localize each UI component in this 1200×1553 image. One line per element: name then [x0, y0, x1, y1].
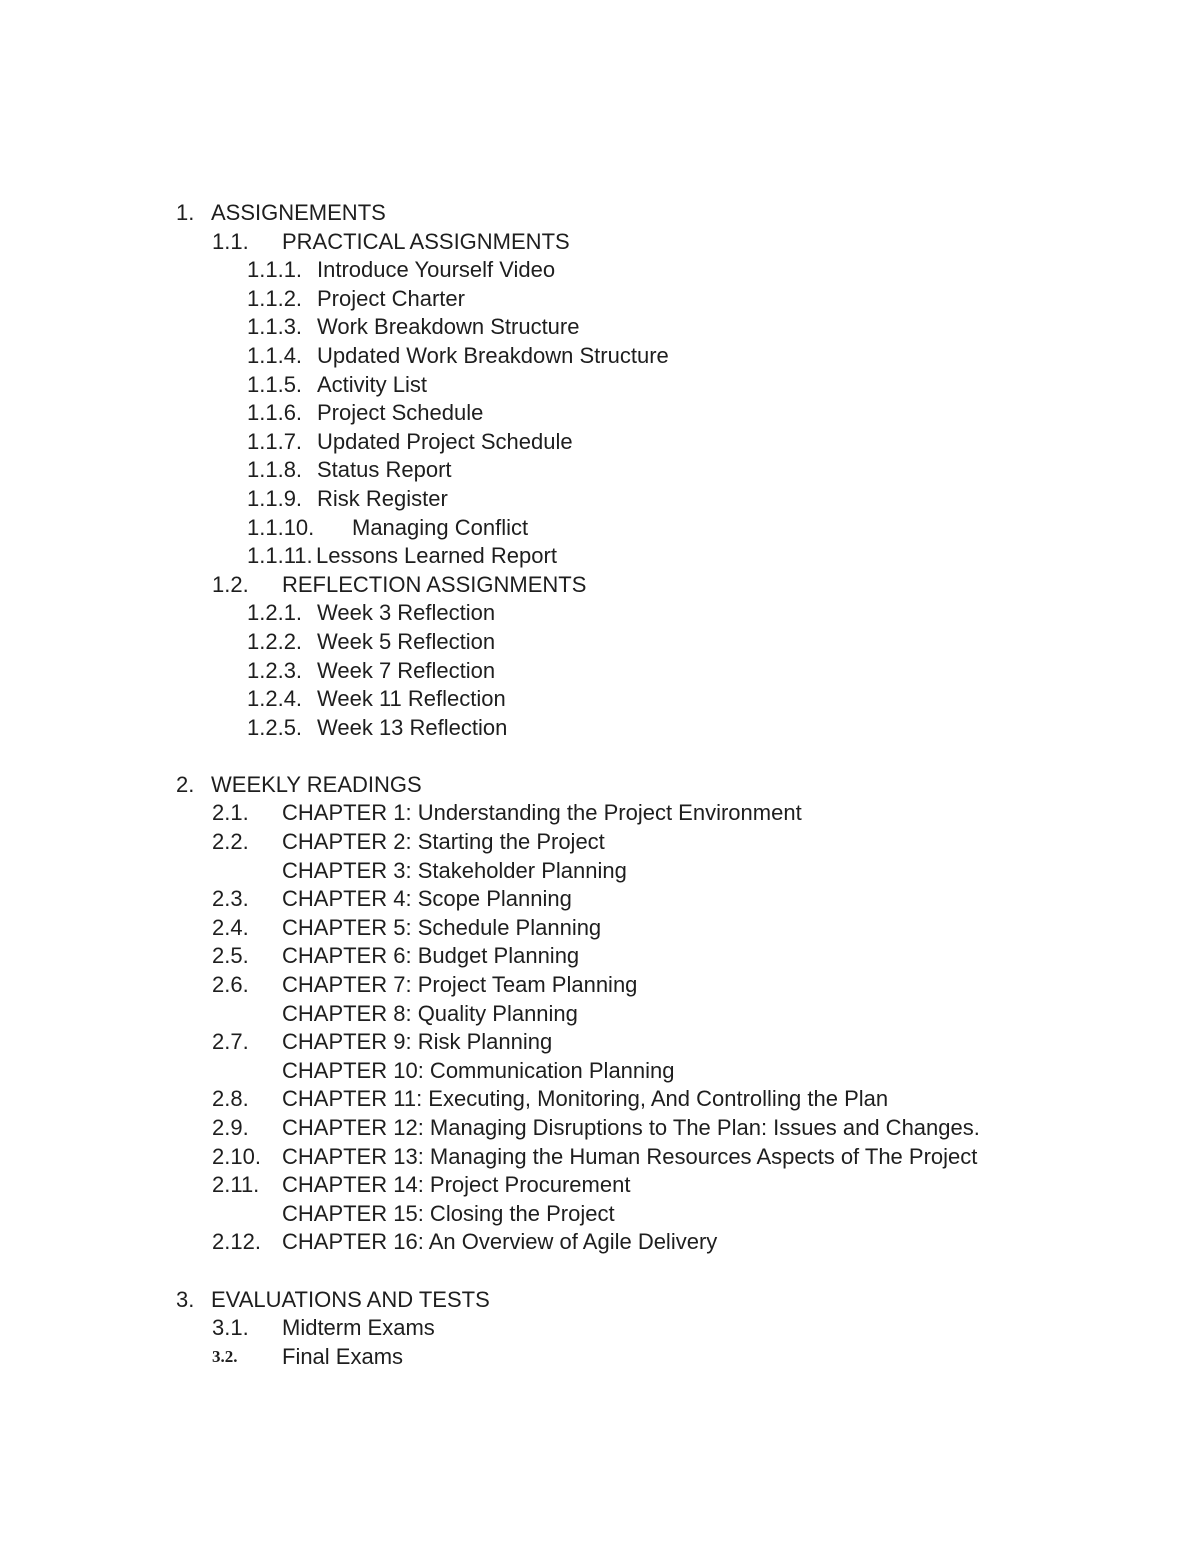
- list-item: [0, 1314, 1200, 1343]
- item-title: Lessons Learned Report: [316, 543, 557, 569]
- chapter-item: [0, 942, 1200, 971]
- item-number: 1.2.3.: [247, 657, 303, 683]
- chapter-title: CHAPTER 13: Managing the Human Resources Aspects of The Project: [282, 1143, 978, 1169]
- item-number: 3.2.: [212, 1346, 238, 1366]
- section-title: WEEKLY READINGS: [211, 771, 422, 797]
- item-title: Project Schedule: [317, 400, 484, 426]
- section-heading: [0, 771, 1200, 800]
- chapter-title: CHAPTER 8: Quality Planning: [282, 1000, 578, 1026]
- item-title: Risk Register: [317, 485, 448, 511]
- item-title: Week 5 Reflection: [317, 628, 496, 654]
- list-item: [0, 371, 1200, 400]
- chapter-number: 2.11.: [212, 1172, 260, 1198]
- item-number: 1.1.5.: [247, 371, 303, 397]
- list-item: [0, 256, 1200, 285]
- item-number: 1.1.8.: [247, 457, 303, 483]
- list-item: [0, 399, 1200, 428]
- item-title: Managing Conflict: [352, 514, 529, 540]
- list-item: [0, 342, 1200, 371]
- document-outline: [0, 199, 1200, 1371]
- chapter-number: 2.3.: [212, 886, 249, 912]
- list-item: [0, 542, 1200, 571]
- chapter-title: CHAPTER 3: Stakeholder Planning: [282, 857, 627, 883]
- section-heading: [0, 1286, 1200, 1315]
- item-title: Updated Project Schedule: [317, 428, 573, 454]
- item-number: 1.1.9.: [247, 485, 303, 511]
- item-title: Final Exams: [282, 1343, 404, 1369]
- section-title: EVALUATIONS AND TESTS: [211, 1286, 490, 1312]
- item-number: 3.1.: [212, 1315, 249, 1341]
- list-item: [0, 456, 1200, 485]
- item-title: Updated Work Breakdown Structure: [317, 342, 669, 368]
- chapter-item: [0, 1171, 1200, 1200]
- chapter-item: [0, 857, 1200, 886]
- section-title: ASSIGNEMENTS: [211, 200, 386, 225]
- chapter-item: [0, 1028, 1200, 1057]
- item-title: Week 7 Reflection: [317, 657, 496, 683]
- chapter-number: 2.6.: [212, 972, 249, 998]
- list-item: [0, 514, 1200, 543]
- chapter-item: [0, 1114, 1200, 1143]
- list-item: [0, 485, 1200, 514]
- chapter-item: [0, 1000, 1200, 1029]
- chapter-number: 2.5.: [212, 943, 249, 969]
- chapter-number: 2.9.: [212, 1115, 249, 1140]
- chapter-title: CHAPTER 10: Communication Planning: [282, 1057, 675, 1083]
- list-item: [0, 285, 1200, 314]
- spacer: [0, 1257, 1200, 1286]
- subsection-number: 1.2.: [212, 571, 249, 597]
- chapter-title: CHAPTER 4: Scope Planning: [282, 886, 572, 912]
- chapter-item: [0, 1085, 1200, 1114]
- item-title: Week 11 Reflection: [317, 686, 506, 712]
- chapter-item: [0, 828, 1200, 857]
- item-number: 1.1.3.: [247, 314, 303, 340]
- chapter-item: [0, 914, 1200, 943]
- chapter-title: CHAPTER 6: Budget Planning: [282, 943, 580, 969]
- chapter-item: [0, 799, 1200, 828]
- chapter-number: 2.1.: [212, 800, 249, 826]
- chapter-item: [0, 1228, 1200, 1257]
- subsection-number: 1.1.: [212, 228, 249, 254]
- item-number: 1.1.11.: [247, 543, 313, 569]
- chapter-item: [0, 971, 1200, 1000]
- item-number: 1.1.1.: [247, 257, 303, 283]
- item-number: 1.2.2.: [247, 628, 303, 654]
- item-number: 1.1.2.: [247, 285, 303, 311]
- item-title: Week 3 Reflection: [317, 600, 496, 626]
- chapter-title: CHAPTER 1: Understanding the Project Environment: [282, 800, 802, 826]
- item-title: Work Breakdown Structure: [317, 314, 580, 340]
- item-title: Introduce Yourself Video: [317, 257, 556, 283]
- item-title: Project Charter: [317, 285, 465, 311]
- list-item: [0, 714, 1200, 743]
- item-title: Midterm Exams: [282, 1315, 435, 1341]
- item-number: 1.1.4.: [247, 342, 303, 368]
- section-number: 3.: [176, 1286, 195, 1312]
- chapter-number: 2.2.: [212, 829, 249, 855]
- chapter-item: [0, 1057, 1200, 1086]
- section-number: 2.: [176, 771, 195, 797]
- spacer: [0, 742, 1200, 771]
- list-item: [0, 685, 1200, 714]
- item-number: 1.1.7.: [247, 428, 303, 454]
- chapter-title: CHAPTER 2: Starting the Project: [282, 829, 605, 855]
- chapter-number: 2.7.: [212, 1029, 249, 1055]
- chapter-item: [0, 885, 1200, 914]
- chapter-title: CHAPTER 15: Closing the Project: [282, 1200, 615, 1226]
- item-title: Status Report: [317, 457, 452, 483]
- item-number: 1.1.6.: [247, 400, 303, 426]
- list-item: [0, 628, 1200, 657]
- chapter-number: 2.4.: [212, 914, 249, 940]
- item-number: 1.2.1.: [247, 600, 303, 626]
- item-title: Activity List: [317, 371, 428, 397]
- subsection-heading: [0, 228, 1200, 257]
- chapter-number: 2.10.: [212, 1143, 261, 1169]
- chapter-title: CHAPTER 12: Managing Disruptions to The Plan: Issues and Changes.: [282, 1115, 980, 1140]
- chapter-title: CHAPTER 9: Risk Planning: [282, 1029, 553, 1055]
- chapter-item: [0, 1143, 1200, 1172]
- section-heading: [0, 199, 1200, 228]
- list-item: [0, 599, 1200, 628]
- item-title: Week 13 Reflection: [317, 714, 508, 740]
- list-item: [0, 1343, 1200, 1372]
- chapter-number: 2.8.: [212, 1086, 249, 1112]
- subsection-title: PRACTICAL ASSIGNMENTS: [282, 228, 570, 254]
- chapter-title: CHAPTER 11: Executing, Monitoring, And Controlling the Plan: [282, 1086, 889, 1112]
- item-number: 1.2.5.: [247, 714, 303, 740]
- chapter-number: 2.12.: [212, 1229, 261, 1255]
- chapter-title: CHAPTER 7: Project Team Planning: [282, 972, 638, 998]
- subsection-heading: [0, 571, 1200, 600]
- chapter-title: CHAPTER 5: Schedule Planning: [282, 914, 602, 940]
- item-number: 1.1.10.: [247, 514, 315, 540]
- chapter-title: CHAPTER 16: An Overview of Agile Delivery: [282, 1229, 718, 1255]
- list-item: [0, 657, 1200, 686]
- list-item: [0, 313, 1200, 342]
- list-item: [0, 428, 1200, 457]
- section-number: 1.: [176, 200, 195, 225]
- item-number: 1.2.4.: [247, 686, 303, 712]
- chapter-title: CHAPTER 14: Project Procurement: [282, 1172, 631, 1198]
- subsection-title: REFLECTION ASSIGNMENTS: [282, 571, 587, 597]
- chapter-item: [0, 1200, 1200, 1229]
